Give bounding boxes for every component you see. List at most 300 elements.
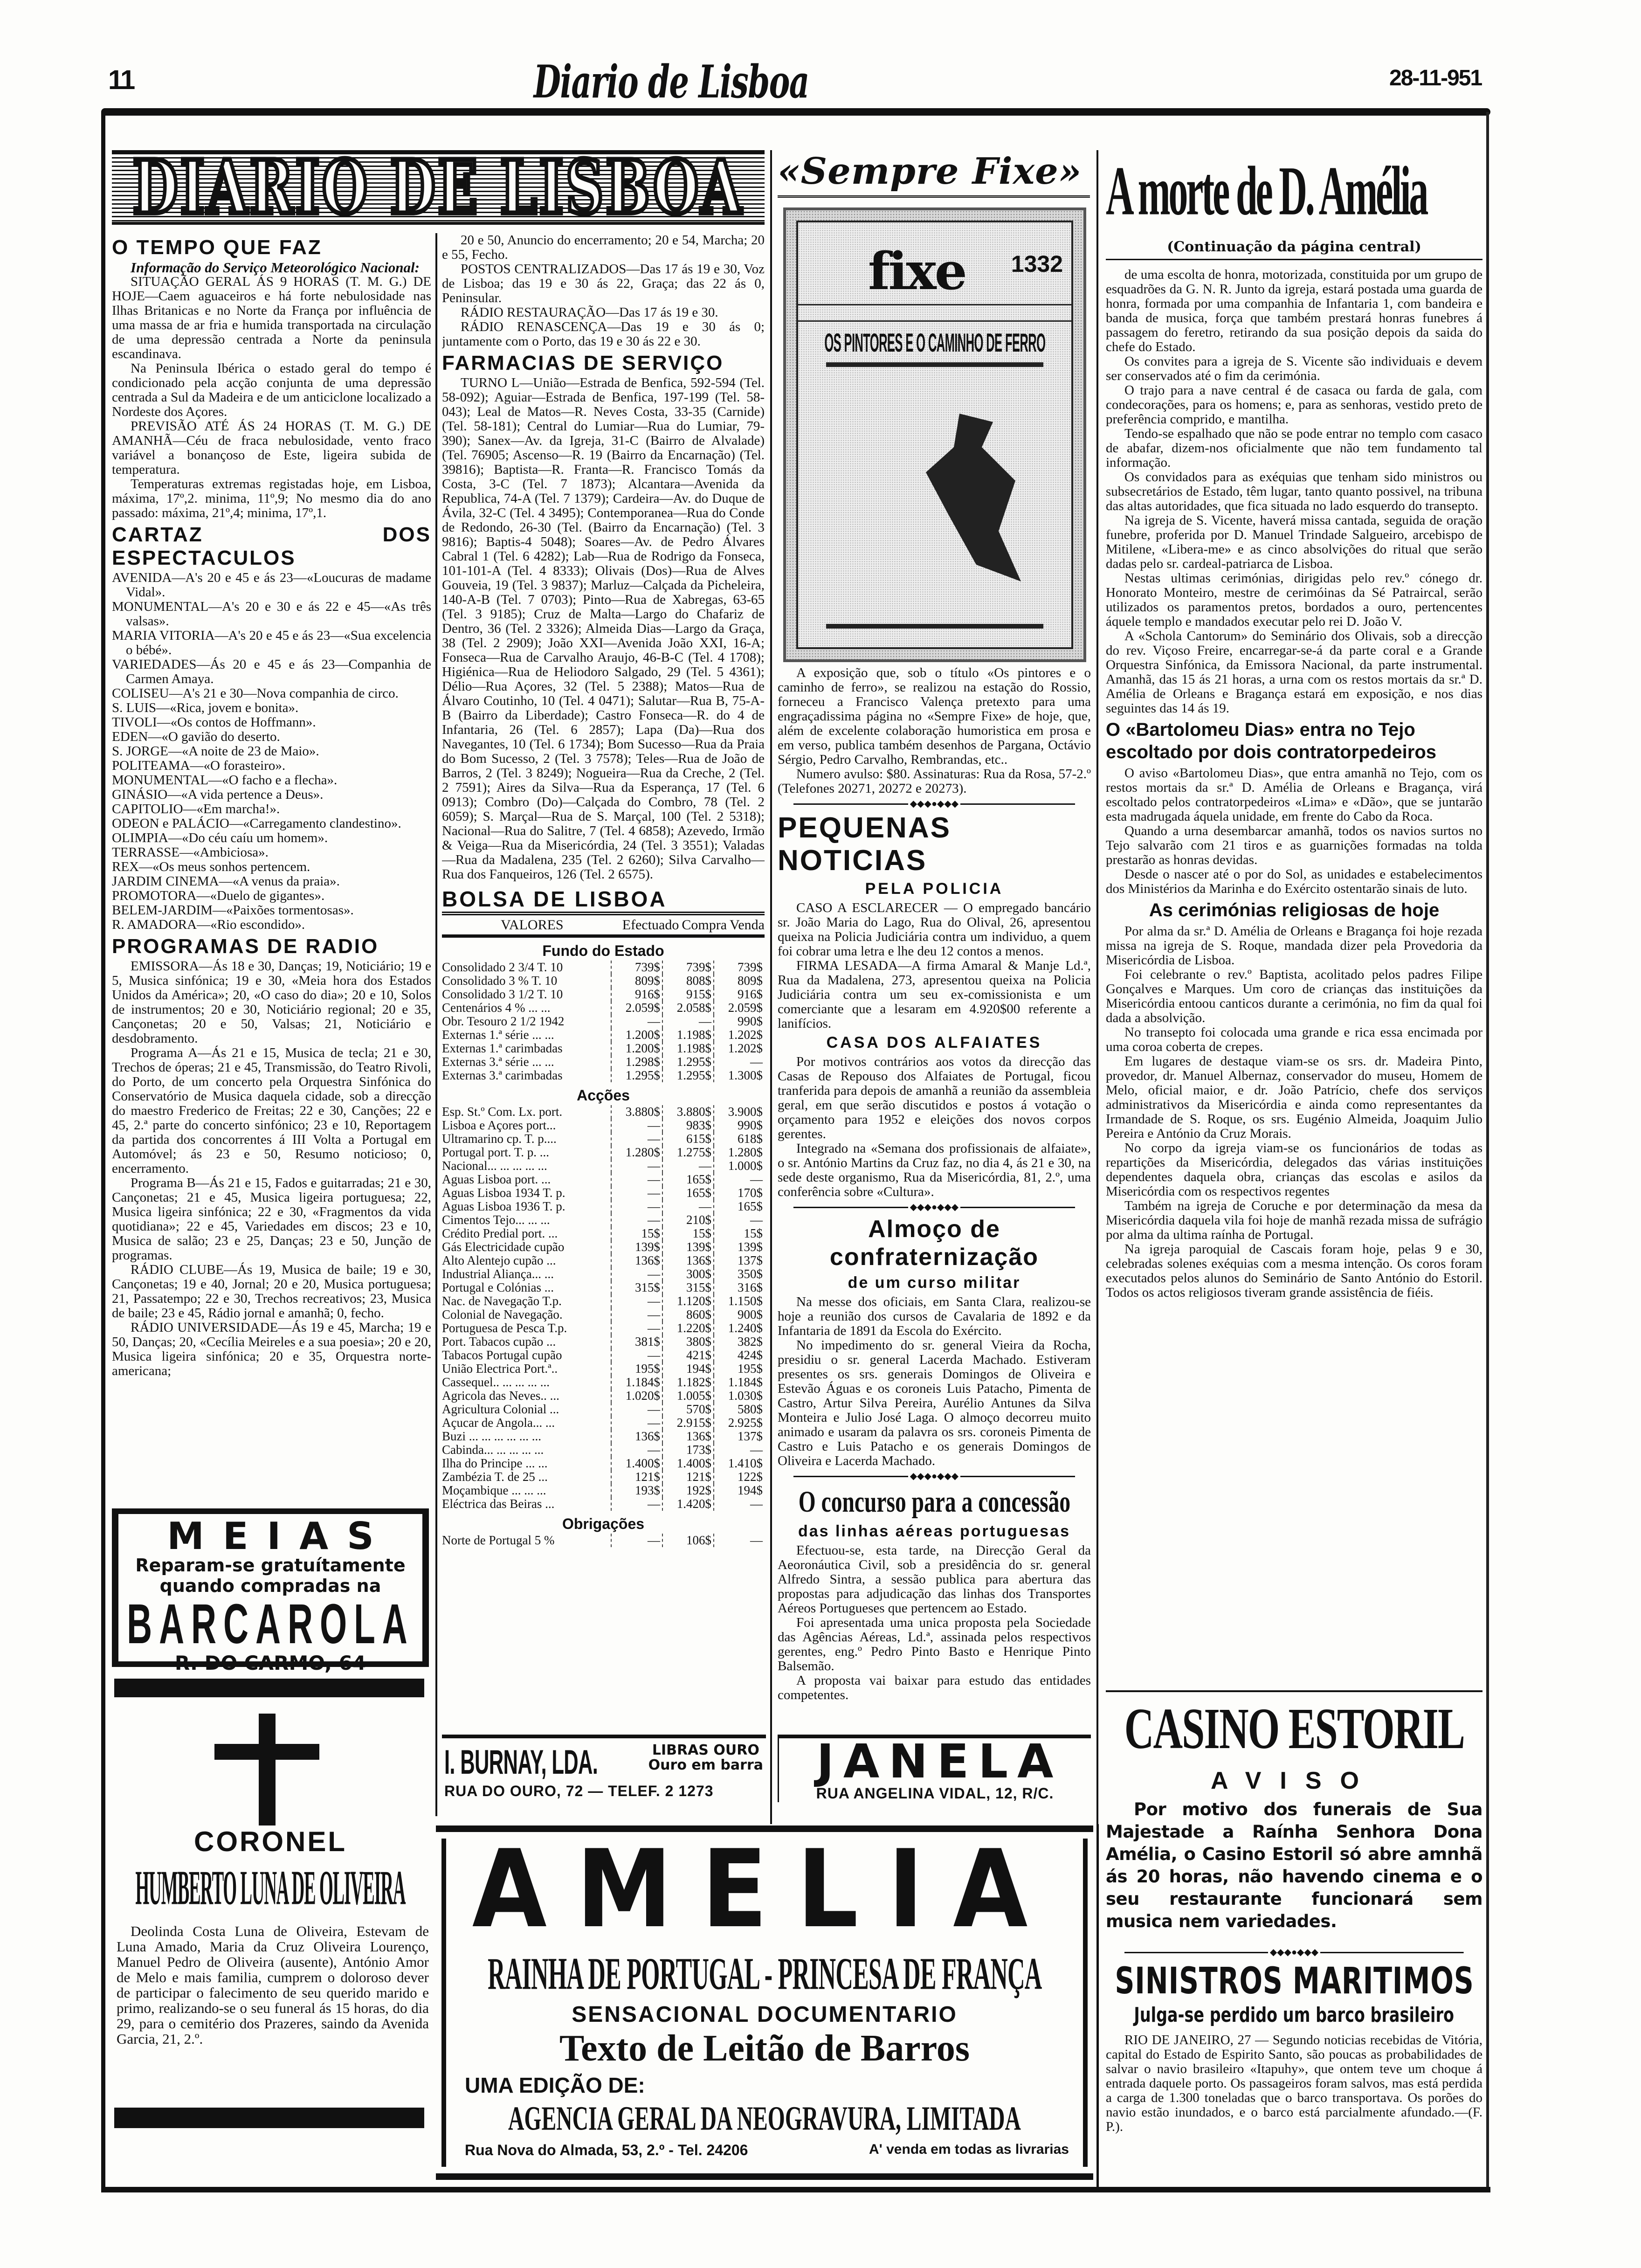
cell-efectuado: —	[611, 1416, 662, 1430]
cell-compra: —	[662, 1159, 713, 1173]
cell-efectuado: —	[611, 1132, 662, 1146]
cell-name: União Electrica Port.ª..	[442, 1362, 558, 1376]
cell-compra: 139$	[662, 1240, 713, 1254]
ornament-divider	[793, 1203, 1076, 1211]
farmacias-text: TURNO L—União—Estrada de Benfica, 592-594 (Tel. 58-092); Aguiar—Estrada de Benfica, 197-199 (Tel. 58-043); Leal de Matos—R. Neves Costa, 33-35 (Carnide) (Tel. 58-181); Central do Lumiar—Rua do Lumiar, 79-390); Sanex—Av. da Igreja, 31-C (Bairro de Alvalade) (Tel. 76905; Ascenso—R. 19 (Bairro da Encarnação) (Tel. 39816); Baptista—R. Franta—R. Francisco Tomás da Costa, 3-C (Tel. 7 1873); Alcantara—Avenida da Republica, 74-A (Tel. 7 1379); Cardeira—Av. do Duque de Ávila, 32-C (Tel. 4 3495); Contemporanea—Rua do Conde de Redondo, 26-30 (Tel. (Bairro da Encarnação) (Tel. 3 9816); Baptis-4 5048); Soares—Av. de Pedro Álvares Cabral 1 (Tel. 6 4282); Lab—Rua de Rodrigo da Fonseca, 101-101-A (Tel. 4 8333); Olivais (Dos)—Rua de Alves Gouveia, 19 (Tel. 3 9837); Marluz—Calçada da Picheleira, 140-A-B (Tel. 7 0703); Pinto—Rua de Xabregas, 63-65 (Tel. 3 9185); Cruz de Malta—Largo do Chafariz de Dentro, 36 (Tel. 2 3326); Almeida Dias—Largo da Graça, 38 (Tel. 2 2909); João XXI—Avenida João XXI, 16-A; Fonseca—Rua de Carvalho Araujo, 46-B-C (Tel. 4 1708); Higiénica—Rua de Heliodoro Salgado, 29 (Tel. 5 4361); Délio—Rua Açores, 32 (Tel. 5 2388); Matos—Rua de Álvaro Coutinho, 10 (Tel. 4 0471); Salutar—Rua B, 75-A-B (Bairro da Liberdade); Castro Fonseca—R. do 4 de Infantaria, 26 (Tel. 6 2857); Lapa (Da)—Rua dos Navegantes, 10 (Tel. 6 1734); Bom Sucesso—Rua da Praia do Bom Sucesso, 2 (Tel. 3 7578); Teles—Rua de João de Barros, 2 (Tel. 3 8249); Nogueira—Rua da Creche, 2 (Tel. 2 7591); Aires da Silva—Rua da Esperança, 17 (Tel. 6 0913); Combro (Do)—Calçada do Combro, 78 (Tel. 2 6059); S. Marçal—Rua de S. Marçal, 100 (Tel. 2 5318); Nacional—Rua do Salitre, 7 (Tel. 4 6858); Azevedo, Irmão & Veiga—Rua da Misericórdia, 24 (Tel. 3 3551); Valadas—Rua da Madalena, 235 (Tel. 2 6260); Silva Carvalho—Rua dos Fanqueiros, 126 (Tel. 2 6575).	[442, 375, 765, 882]
cell-venda: —	[713, 1443, 765, 1457]
cover-info-bar	[798, 304, 1071, 322]
cell-venda: 424$	[713, 1348, 765, 1362]
cell-efectuado: 121$	[611, 1470, 662, 1484]
cell-efectuado: —	[611, 1267, 662, 1281]
table-row	[442, 1119, 765, 1132]
table-row	[442, 1534, 765, 1547]
article-paragraph: Na igreja de S. Vicente, haverá missa cantada, seguida de oração funebre, proferida por D. Manuel Trindade Salgueiro, arcebispo de Mitilene, «Libera-me» e as cinco absolvições do ritual que serão dadas pelo sr. cardeal-patriarca de Lisboa.	[1106, 513, 1482, 571]
column-1	[112, 233, 431, 1498]
article-paragraph: Por alma da sr.ª D. Amélia de Orleans e Bragança foi hoje rezada missa na igreja de S. Roque, mandada dizer pela Provedoria da Misericórdia de Lisboa.	[1106, 924, 1482, 968]
cell-compra: 808$	[662, 974, 713, 988]
cell-name: Industrial Aliança... ...	[442, 1267, 554, 1281]
cell-venda: 1.202$	[713, 1028, 765, 1042]
pequenas-noticias-heading: PEQUENAS NOTICIAS	[778, 812, 951, 877]
table-row	[442, 1042, 765, 1055]
obituary-text-block	[117, 1923, 429, 2047]
cell-venda: 809$	[713, 974, 765, 988]
col-compra: Compra	[682, 917, 727, 933]
cell-name: Eléctrica das Beiras ...	[442, 1497, 555, 1511]
ornament-divider	[793, 1472, 1076, 1480]
ad-meias-shop-text: BARCAROLA	[126, 1592, 414, 1656]
table-row	[442, 988, 765, 1001]
table-row	[442, 1055, 765, 1069]
cell-efectuado: 1.020$	[611, 1389, 662, 1403]
news-paragraph: Integrado na «Semana dos profissionais de alfaiate», o sr. António Martins da Cruz faz, no dia 4, ás 21 e 30, na sede deste organismo, Rua da Misericórdia, 81, 2.º, uma conferência sobre «Cultura».	[778, 1141, 1091, 1199]
table-row	[442, 1200, 765, 1213]
cartaz-item: CAPITOLIO—«Em marcha!».	[112, 802, 280, 816]
cell-venda: —	[713, 1055, 765, 1069]
cross-icon	[259, 1714, 276, 1825]
header-rule	[101, 108, 1490, 116]
ad-amelia-publisher-text: AGENCIA GERAL DA NEOGRAVURA, LIMITADA	[508, 2100, 1021, 2138]
concurso-heading-text: O concurso para a concessão	[798, 1485, 1070, 1519]
cell-compra: 315$	[662, 1281, 713, 1294]
cell-venda: 170$	[713, 1186, 765, 1200]
sempre-fixe-logo: fixe	[868, 241, 965, 301]
cell-venda: —	[713, 1213, 765, 1227]
ad-amelia-subtitle-text: RAINHA DE PORTUGAL - PRINCESA DE FRANÇA	[487, 1948, 1042, 1999]
cell-compra: 165$	[662, 1173, 713, 1186]
cell-name: Ilha do Principe ... ...	[442, 1457, 548, 1470]
cartaz-item: R. AMADORA—«Rio escondido».	[112, 917, 305, 932]
ad-meias-address: R. DO CARMO, 64	[174, 1652, 366, 1674]
cell-compra: 2.058$	[662, 1001, 713, 1015]
ad-burnay-name-text: I. BURNAY, LDA.	[444, 1742, 598, 1781]
mourning-bar	[114, 1679, 424, 1697]
cartaz-heading: CARTAZ DOS ESPECTACULOS	[112, 523, 431, 569]
article-paragraph: O aviso «Bartolomeu Dias», que entra amanhã no Tejo, com os restos mortais da sr.ª D. Amélia de Orleans e Bragança, virá escoltado pelos contratorpedeiros «Lima» e «Dão», que se juntarão esta madrugada áquela unidade, em frente do Cabo da Roca.	[1106, 766, 1482, 824]
cell-compra: 300$	[662, 1267, 713, 1281]
sinistros-subheading	[1106, 2003, 1482, 2029]
column-divider	[770, 150, 772, 1824]
frame-right-border	[1486, 112, 1489, 2192]
ad-amelia-title	[446, 1839, 1083, 1952]
table-row	[442, 1389, 765, 1403]
cell-efectuado: —	[611, 1015, 662, 1028]
continuation-note: (Continuação da página central)	[1106, 239, 1482, 260]
news-paragraph: Por motivos contrários aos votos da direcção das Casas de Repouso dos Alfaiates de Portugal, ficou tranferida para depois de amanhã a reunião da assembleia geral, em que serão discutidos e postos á votação o orçamento para 1952 e eleições dos novos corpos gerentes.	[778, 1054, 1091, 1141]
cell-compra: 136$	[662, 1430, 713, 1443]
cell-efectuado: 739$	[611, 961, 662, 974]
cartaz-item: VARIEDADES—Ás 20 e 45 e ás 23—Companhia de Carmen Amaya.	[112, 657, 431, 686]
obituary-rank: CORONEL	[194, 1826, 347, 1857]
cell-efectuado: 1.400$	[611, 1457, 662, 1470]
table-row	[442, 1173, 765, 1186]
table-row	[442, 1430, 765, 1443]
ornament-divider	[793, 800, 1076, 808]
cartaz-item: OLIMPIA—«Do céu caíu um homem».	[112, 830, 328, 845]
news-paragraph: No impedimento do sr. general Vieira da Rocha, presidiu o sr. general Lacerda Machado. Estiveram presentes os srs. generais Domingos de Oliveira e Estevão Águas e os coroneis Luis Patacho, Pimenta de Castro, Artur Silva Pereira, Aurélio Antunes da Silva Monteira e Julio José Laga. O almoço decorreu muito animado e usaram da palavra os srs. coroneis Pimenta de Castro e Luis Patacho e os generais Domingos de Oliveira e Lacerda Machado.	[778, 1338, 1091, 1468]
cell-name: Aguas Lisboa port. ...	[442, 1173, 551, 1186]
almoco-body	[778, 1295, 1091, 1468]
bolsa-section-fundo	[442, 961, 765, 1082]
table-row	[442, 1335, 765, 1348]
cell-name: Cassequel.. ... ... ... ...	[442, 1376, 550, 1389]
table-row	[442, 1001, 765, 1015]
cell-name: Alto Alentejo cupão ...	[442, 1254, 556, 1267]
table-row	[442, 1015, 765, 1028]
table-row	[442, 1028, 765, 1042]
cell-venda: 916$	[713, 988, 765, 1001]
cell-venda: 316$	[713, 1281, 765, 1294]
cell-efectuado: 916$	[611, 988, 662, 1001]
cell-efectuado: 1.280$	[611, 1146, 662, 1159]
radio-continuation	[442, 233, 765, 349]
cell-efectuado: —	[611, 1321, 662, 1335]
radio-paragraph: EMISSORA—Ás 18 e 30, Danças; 19, Noticiário; 19 e 5, Musica sinfónica; 19 e 30, «Meia hora dos Estados Unidos da América»; 20, «O caso do dia»; 20 e 10, Solos de instrumentos; 20 e 30, Noticiário regional; 20 e 35, Cançonetas; 20 e 50, Valsas; 21, Noticiário e desdobramento.	[112, 959, 431, 1046]
cell-name: Externas 1.ª carimbadas	[442, 1042, 563, 1055]
cartaz-item: JARDIM CINEMA—«A venus da praia».	[112, 874, 340, 889]
footer-rule	[101, 2187, 1490, 2192]
cell-compra: 1.220$	[662, 1321, 713, 1335]
cartaz-item: GINÁSIO—«A vida pertence a Deus».	[112, 787, 324, 802]
article-paragraph: Desde o nascer até o por do Sol, as unidades e estabelecimentos dos Ministérios da Marinha e do Exército ostentarão sinais de luto.	[1106, 867, 1482, 896]
article-paragraph: Foi celebrante o rev.º Baptista, acolitado pelos padres Filipe Gonçalves e Marques. Um coro de crianças das instituições da Misericórdia entoou canticos durante a cerimónia, no fim da qual foi dada a absolvição.	[1106, 967, 1482, 1025]
alfaiates-body	[778, 1055, 1091, 1199]
table-row	[442, 974, 765, 988]
alfaiates-heading: CASA DOS ALFAIATES	[826, 1034, 1042, 1051]
cell-name: Cimentos Tejo... ... ...	[442, 1213, 550, 1227]
article-paragraph: No corpo da igreja viam-se os funcionários de todas as repartições da Misericórdia, delegados das várias instituições dependentes daquela obra, crianças das escolas e asilos da Misericórdia com os respectivos regentes	[1106, 1141, 1482, 1199]
cover-rule	[826, 624, 1043, 629]
bolsa-heading: BOLSA DE LISBOA	[442, 887, 667, 911]
cell-venda: 990$	[713, 1119, 765, 1132]
sempre-fixe-paragraph: Numero avulso: $80. Assinaturas: Rua da Rosa, 57-2.º (Telefones 20271, 20272 e 20273).	[778, 767, 1091, 796]
article-paragraph: No transepto foi colocada uma grande e rica essa encimada por uma coroa coberta de crepes.	[1106, 1025, 1482, 1054]
table-row	[442, 1254, 765, 1267]
cell-name: Ultramarino cp. T. p....	[442, 1132, 557, 1146]
article-paragraph: de uma escolta de honra, motorizada, constituida por um grupo de esquadrões da G. N. R. Junto da igreja, estará postada uma guarda de honra, formada por uma companhia de Infantaria 1, com bandeira e banda de musica, força que também prestará honras funebres á passagem do feretro, retirando da sua posição depois da saida do chefe do Estado.	[1106, 267, 1482, 354]
cell-compra: 2.915$	[662, 1416, 713, 1430]
table-row	[442, 1069, 765, 1082]
cell-venda: 990$	[713, 1015, 765, 1028]
table-row	[442, 1240, 765, 1254]
farmacias-heading: FARMACIAS DE SERVIÇO	[442, 352, 724, 374]
cell-compra: 210$	[662, 1213, 713, 1227]
weather-paragraph: Temperaturas extremas registadas hoje, em Lisboa, máxima, 17º,2. minima, 11º,9; No mesmo dia do ano passado: máxima, 21º,4; minima, 17º,1.	[112, 477, 431, 520]
cartaz-item: TIVOLI—«Os contos de Hoffmann».	[112, 715, 316, 730]
cell-compra: 15$	[662, 1227, 713, 1240]
ad-meias-shop	[118, 1592, 422, 1656]
table-row	[442, 1267, 765, 1281]
cell-name: Aguas Lisboa 1936 T. p.	[442, 1200, 565, 1213]
cell-venda: 900$	[713, 1308, 765, 1321]
cell-compra: 615$	[662, 1132, 713, 1146]
table-row	[442, 1321, 765, 1335]
bolsa-section-title: Fundo do Estado	[542, 942, 664, 959]
ad-burnay-line1: LIBRAS OURO	[652, 1742, 759, 1758]
cell-efectuado: —	[611, 1497, 662, 1511]
article-paragraph: Tendo-se espalhado que não se pode entrar no templo com casaco de abafar, dizem-nos oficialmente que não tem fundamento tal informação.	[1106, 426, 1482, 470]
weather-paragraph: PREVISÃO ATÉ ÁS 24 HORAS (T. M. G.) DE AMANHÃ—Céu de fraca nebulosidade, vento fraco variável a bonançoso de Este, ligeira subida de temperatura.	[112, 419, 431, 477]
cell-venda: —	[713, 1534, 765, 1547]
sinistros-subheading-text: Julga-se perdido um barco brasileiro	[1134, 2003, 1455, 2027]
cell-name: Colonial de Navegação.	[442, 1308, 563, 1321]
table-row	[442, 1308, 765, 1321]
cell-venda: 122$	[713, 1470, 765, 1484]
cell-efectuado: —	[611, 1186, 662, 1200]
cell-venda: 1.240$	[713, 1321, 765, 1335]
radio-heading: PROGRAMAS DE RADIO	[112, 935, 379, 958]
ad-amelia-line2: Texto de Leitão de Barros	[559, 2028, 970, 2069]
weather-heading: O TEMPO QUE FAZ	[112, 236, 322, 259]
cell-compra: 192$	[662, 1484, 713, 1497]
radio-paragraph: Programa A—Ás 21 e 15, Musica de tecla; 21 e 30, Trechos de óperas; 21 e 45, Transmissão, do Teatro Rivoli, do Porto, de um concerto pela Orquestra Sinfónica do Conservatório de Musica daquela cidade, sob a direcção do maestro Frederico de Freitas; 22 e 30, Canções; 22 e 45, 2.ª parte do concerto sinfónico; 23 e 10, Reportagem da partida dos concorrentes á III Volta a Portugal em Automóvel; ás 23 e 50, Resumo noticioso; 0, encerramento.	[112, 1045, 431, 1176]
cell-venda: 2.059$	[713, 1001, 765, 1015]
cell-name: Crédito Predial port. ...	[442, 1227, 558, 1240]
column-4	[1106, 150, 1482, 1688]
bartolomeu-body	[1106, 766, 1482, 896]
radio-paragraph: RÁDIO RESTAURAÇÃO—Das 17 ás 19 e 30.	[461, 305, 718, 320]
cell-efectuado: —	[611, 1403, 662, 1416]
cartaz-item: MONUMENTAL—A's 20 e 30 e ás 22 e 45—«As três valsas».	[112, 599, 431, 629]
ad-meias-title: MEIAS	[167, 1514, 393, 1558]
sempre-fixe-issue-number: 1332	[1011, 251, 1063, 277]
cell-compra: 121$	[662, 1470, 713, 1484]
newspaper-title-text: Diario de Lisboa	[534, 55, 809, 108]
cell-compra: 1.275$	[662, 1146, 713, 1159]
cell-compra: 173$	[662, 1443, 713, 1457]
cell-venda: 2.925$	[713, 1416, 765, 1430]
cartaz-item: AVENIDA—A's 20 e 45 e ás 23—«Loucuras de madame Vidal».	[112, 570, 431, 600]
radio-paragraph: POSTOS CENTRALIZADOS—Das 17 ás 19 e 30, Voz de Lisboa; das 19 e 30 ás 22, Graça; das 22 ás 0, Peninsular.	[442, 262, 765, 305]
cartaz-item: REX—«Os meus sonhos pertencem.	[112, 859, 310, 874]
cell-venda: 1.030$	[713, 1389, 765, 1403]
table-row	[442, 1132, 765, 1146]
cell-efectuado: —	[611, 1213, 662, 1227]
ad-amelia-publisher	[446, 2101, 1083, 2138]
cartaz-item: PROMOTORA—«Duelo de gigantes».	[112, 888, 325, 903]
radio-paragraph: RÁDIO RENASCENÇA—Das 19 e 30 ás 0; juntamente com o Porto, das 19 e 30 ás 22 e 30.	[442, 319, 765, 349]
table-row	[442, 1362, 765, 1376]
ad-burnay	[442, 1735, 766, 1802]
cell-compra: 1.005$	[662, 1389, 713, 1403]
concurso-heading	[778, 1484, 1091, 1520]
pela-policia-heading: PELA POLICIA	[865, 880, 1004, 898]
table-row	[442, 1376, 765, 1389]
cell-name: Lisboa e Açores port...	[442, 1119, 556, 1132]
column-divider	[435, 233, 437, 1816]
amelia-article-body	[1106, 268, 1482, 716]
ad-janela-address: RUA ANGELINA VIDAL, 12, R/C.	[816, 1785, 1054, 1802]
issue-date: 28-11-951	[1389, 66, 1482, 90]
cell-venda: 382$	[713, 1335, 765, 1348]
cell-compra: 1.182$	[662, 1376, 713, 1389]
bolsa-section-accoes	[442, 1105, 765, 1511]
cell-efectuado: 139$	[611, 1240, 662, 1254]
ad-burnay-address: RUA DO OURO, 72 — TELEF. 2 1273	[444, 1783, 714, 1799]
almoco-subheading: de um curso militar	[848, 1274, 1021, 1292]
cell-compra: 983$	[662, 1119, 713, 1132]
cell-name: Agricultura Colonial ...	[442, 1403, 559, 1416]
frame-left-border	[101, 112, 105, 2192]
article-paragraph: Também na igreja de Coruche e por determinação da mesa da Misericórdia daquela vila foi hoje de manhã rezada missa de sufrágio por alma da ultima raínha de Portugal.	[1106, 1198, 1482, 1242]
ad-amelia-documentary	[436, 1825, 1093, 2180]
cell-venda: —	[713, 1497, 765, 1511]
cell-efectuado: 3.880$	[611, 1105, 662, 1119]
cell-efectuado: 15$	[611, 1227, 662, 1240]
cell-efectuado: 1.295$	[611, 1069, 662, 1082]
cell-compra: 3.880$	[662, 1105, 713, 1119]
casino-name	[1106, 1697, 1482, 1763]
weather-paragraph: Na Peninsula Ibérica o estado geral do tempo é condicionado pela acção conjunta de uma depressão centrada a Sul da Madeira e de um anticiclone localizado a Nordeste dos Açores.	[112, 361, 431, 419]
article-paragraph: Nestas ultimas cerimónias, dirigidas pelo rev.º cónego dr. Honorato Monteiro, mestre de cerimóinas da Sé Patraircal, serão utilizados os paramentos pretos, bordados a ouro, pertencentes áquele templo e mandados executar pelo rei D. João V.	[1106, 571, 1482, 629]
cell-name: Portugal port. T. p. ...	[442, 1146, 549, 1159]
col-valores: VALORES	[501, 917, 564, 933]
cell-name: Nac. de Navegação T.p.	[442, 1294, 562, 1308]
bolsa-section-title: Obrigações	[562, 1515, 645, 1532]
cell-efectuado: 1.184$	[611, 1376, 662, 1389]
sinistros-text: RIO DE JANEIRO, 27 — Segundo noticias recebidas de Vitória, capital do Estado de Espirito Santo, são poucas as probabilidades de salvar o navio brasileiro «Itapuhy», que ontem teve um choque á entrada daquele porto. Os passageiros foram salvos, mas está perdida a carga de 1.300 toneladas que o barco transportava. Os porões do navio estão inundados, e o barco está parcialmente afundado.—(F. P.).	[1106, 2033, 1482, 2134]
cartaz-item: BELEM-JARDIM—«Paixões tormentosas».	[112, 903, 354, 918]
cell-name: Externas 3.ª série ... ...	[442, 1055, 554, 1069]
cell-name: Zambézia T. de 25 ...	[442, 1470, 548, 1484]
col-efectuado: Efectuado	[622, 917, 679, 933]
cell-compra: 1.198$	[662, 1042, 713, 1055]
cell-name: Cabinda... ... ... ... ...	[442, 1443, 544, 1457]
cell-name: Centenários 4 % ... ...	[442, 1001, 551, 1015]
concurso-subheading: das linhas aéreas portuguesas	[798, 1522, 1070, 1540]
weather-body	[112, 275, 431, 520]
cell-venda: 3.900$	[713, 1105, 765, 1119]
cell-compra: 570$	[662, 1403, 713, 1416]
amelia-article-heading	[1106, 150, 1482, 234]
col-venda: Venda	[730, 917, 765, 933]
cell-efectuado: 195$	[611, 1362, 662, 1376]
cell-venda: 137$	[713, 1430, 765, 1443]
news-paragraph: FIRMA LESADA—A firma Amaral & Manje Ld.ª, Rua da Madalena, 273, apresentou queixa na Policia Judiciária contra um seu ex-comissionista e um comerciante que a lesaram em 4.920$00 referente a lanifícios.	[778, 958, 1091, 1031]
obituary-name	[112, 1860, 429, 1919]
cell-name: Açucar de Angola... ...	[442, 1416, 555, 1430]
table-row	[442, 1470, 765, 1484]
cartaz-item: S. JORGE—«A noite de 23 de Maio».	[112, 744, 319, 759]
ad-meias-line2: quando compradas na	[159, 1576, 381, 1596]
policia-body	[778, 901, 1091, 1031]
sinistros-heading-text: SINISTROS MARITIMOS	[1114, 1960, 1474, 2002]
cell-venda: 1.000$	[713, 1159, 765, 1173]
cell-efectuado: 1.200$	[611, 1042, 662, 1055]
table-row	[442, 1294, 765, 1308]
page-number: 11	[108, 65, 134, 95]
cell-compra: 1.420$	[662, 1497, 713, 1511]
ad-janela-name: JANELA	[816, 1734, 1063, 1789]
article-paragraph: Quando a urna desembarcar amanhã, todos os navios surtos no Tejo salvarão com 21 tiros e as guarnições formadas na tolda prestarão as honras devidas.	[1106, 823, 1482, 867]
table-row	[442, 1227, 765, 1240]
cell-compra: 136$	[662, 1254, 713, 1267]
cell-name: Nacional... ... ... ... ...	[442, 1159, 547, 1173]
weather-intro: Informação do Serviço Meteorológico Nacional:	[131, 259, 420, 276]
cell-compra: 1.295$	[662, 1055, 713, 1069]
cell-venda: 1.150$	[713, 1294, 765, 1308]
cell-name: Externas 1.ª série ... ...	[442, 1028, 554, 1042]
cell-compra: 1.400$	[662, 1457, 713, 1470]
section-masthead	[112, 150, 765, 225]
cell-efectuado: —	[611, 1200, 662, 1213]
bolsa-table-header	[442, 915, 765, 938]
article-paragraph: A «Schola Cantorum» do Seminário dos Olivais, sob a direcção do rev. Viçoso Freire, encarregar-se-á da parte coral e a Grande Orquestra Sinfónica, da Emissora Nacional, da parte instrumental. Amanhã, das 15 ás 21 horas, a urna com os restos mortais da sr.ª D. Amélia de Orleans e Bragança estará em exposição, e nos dias seguintes das 14 ás 19.	[1106, 629, 1482, 716]
cell-compra: 165$	[662, 1186, 713, 1200]
cell-efectuado: 381$	[611, 1335, 662, 1348]
cell-name: Gás Electricidade cupão	[442, 1240, 565, 1254]
column-3	[778, 666, 1091, 1731]
cell-name: Tabacos Portugal cupão	[442, 1348, 562, 1362]
cell-efectuado: —	[611, 1173, 662, 1186]
radio-paragraph: Programa B—Ás 21 e 15, Fados e guitarradas; 21 e 30, Cançonetas; 21 e 45, Musica ligeira portuguesa; 22, Musica ligeira sinfónica; 22 e 30, «Fragmentos da vida quotidiana»; 22 e 45, Variedades em discos; 23 e 10, Musica de salão; 23 e 25, Danças; 23 e 50, Junção de programas.	[112, 1175, 431, 1263]
cell-compra: 915$	[662, 988, 713, 1001]
sempre-fixe-title: «Sempre Fixe»	[778, 150, 1090, 198]
cell-name: Obr. Tesouro 2 1/2 1942	[442, 1015, 565, 1028]
cell-name: Moçambique ... ... ...	[442, 1484, 546, 1497]
obituary-text: Deolinda Costa Luna de Oliveira, Estevam de Luna Amado, Maria da Cruz Oliveira Lourenço, Manuel Pedro de Oliveira (ausente), António Amor de Melo e mais familia, cumprem o doloroso dever de participar o falecimento de seu querido marido e primo, realizando-se o seu funeral ás 15 horas, do dia 29, para o cemitério dos Prazeres, saindo da Avenida Garcia, 21, 2.º.	[117, 1923, 429, 2047]
cell-compra: 1.198$	[662, 1028, 713, 1042]
bolsa-section-obrigacoes	[442, 1534, 765, 1547]
radio-body	[112, 959, 431, 1378]
cell-name: Consolidado 3 1/2 T. 10	[442, 988, 563, 1001]
cartaz-item: EDEN—«O gavião do deserto.	[112, 729, 280, 744]
cell-name: Agricola das Neves.. ...	[442, 1389, 559, 1403]
bolsa-table	[442, 912, 765, 1547]
cell-name: Consolidado 2 3/4 T. 10	[442, 961, 563, 974]
cell-efectuado: 315$	[611, 1281, 662, 1294]
table-row	[442, 1348, 765, 1362]
cell-name: Portugal e Colónias ...	[442, 1281, 554, 1294]
cell-efectuado: —	[611, 1294, 662, 1308]
cell-compra: 739$	[662, 961, 713, 974]
cell-venda: 137$	[713, 1254, 765, 1267]
table-row	[442, 1403, 765, 1416]
cartaz-item: COLISEU—A's 21 e 30—Nova companhia de circo.	[112, 686, 399, 701]
cerimonias-heading: As cerimónias religiosas de hoje	[1149, 900, 1440, 920]
sinistros-heading	[1106, 1960, 1482, 2003]
column-divider	[1096, 150, 1098, 1824]
cell-name: Externas 3.ª carimbadas	[442, 1069, 563, 1082]
cell-venda: 350$	[713, 1267, 765, 1281]
cell-efectuado: 193$	[611, 1484, 662, 1497]
cell-name: Portuguesa de Pesca T.p.	[442, 1321, 567, 1335]
cell-venda: 15$	[713, 1227, 765, 1240]
sempre-fixe-paragraph: A exposição que, sob o título «Os pintores e o caminho de ferro», se realizou na estação do Rossio, forneceu a Francisco Valença pretexto para uma engraçadissima página no «Sempre Fixe» de hoje, que, além de excelente colaboração humoristica em prosa e em verso, publica também desenhos de Pargana, Octávio Sérgio, Pedro Carvalho, Rembrandas, etc..	[778, 666, 1091, 767]
cell-venda: 1.300$	[713, 1069, 765, 1082]
cell-venda: —	[713, 1173, 765, 1186]
ad-amelia-address: Rua Nova do Almada, 53, 2.º - Tel. 24206	[465, 2142, 748, 2158]
almoco-heading: Almoço de confraternização	[829, 1216, 1039, 1271]
obituary-name-text: HUMBERTO LUNA DE OLIVEIRA	[135, 1861, 406, 1915]
ad-janela	[778, 1735, 1091, 1802]
cell-venda: 1.280$	[713, 1146, 765, 1159]
mourning-bar	[114, 2108, 424, 2128]
ad-amelia-line1: SENSACIONAL DOCUMENTARIO	[572, 2002, 958, 2027]
ad-amelia-sale: A' venda em todas as livrarias	[869, 2142, 1069, 2157]
casino-text: Por motivo dos funerais de Sua Majestade a Raínha Senhora Dona Amélia, o Casino Estoril só abre amnhã ás 20 horas, não havendo cinema e o seu restaurante funcionará sem musica nem variedades.	[1106, 1799, 1482, 1931]
table-row	[442, 961, 765, 974]
ad-burnay-offer	[648, 1743, 763, 1773]
ornament-divider	[1124, 1948, 1463, 1957]
cell-name: Esp. St.º Com. Lx. port.	[442, 1105, 563, 1119]
cell-efectuado: —	[611, 1348, 662, 1362]
table-row	[442, 1416, 765, 1430]
table-row	[442, 1281, 765, 1294]
casino-notice: AVISO	[1211, 1767, 1378, 1794]
cell-venda: 618$	[713, 1132, 765, 1146]
ad-meias-line1: Reparam-se gratuítamente	[135, 1555, 406, 1576]
cell-efectuado: —	[611, 1308, 662, 1321]
